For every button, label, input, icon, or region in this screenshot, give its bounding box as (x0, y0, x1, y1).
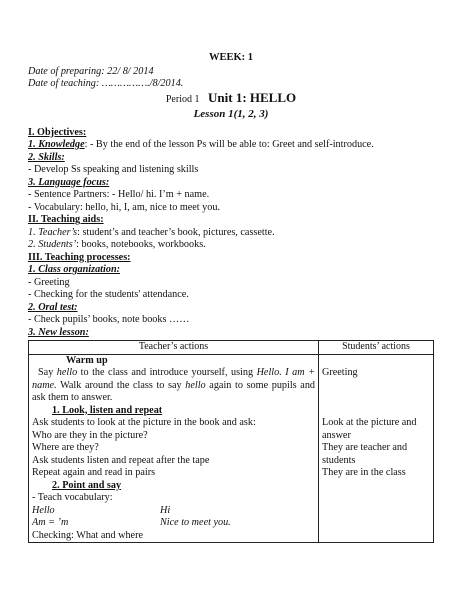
student-warmup: Greeting (322, 367, 358, 378)
skills-label: 2. Skills: (28, 151, 65, 163)
student-line: They are in the class (322, 467, 406, 478)
students-actions-header: Students’ actions (319, 341, 434, 355)
student-line: They are teacher and students (322, 442, 408, 466)
lesson-title: Lesson 1(1, 2, 3) (193, 108, 269, 120)
teacher-actions-cell (29, 354, 319, 543)
teacher-aids-text: : student’s and teacher’s book, pictures, cassette. (77, 226, 275, 238)
oral-test-text: - Check pupils’ books, note books …… (28, 314, 190, 325)
vocab-hi: Hi (160, 504, 171, 516)
warmup-title: Warm up (66, 354, 108, 366)
student-aids-text: : books, notebooks, workbooks. (76, 239, 206, 250)
warmup-hello-2: hello (185, 379, 206, 391)
warmup-formula: Hello. I am + name. (32, 367, 315, 391)
section2-checking: Checking: What and where (32, 529, 143, 541)
class-org-greeting: - Greeting (28, 276, 70, 288)
warmup-text-b: to the class and introduce yourself, using (77, 367, 257, 378)
section2-vocab-label: - Teach vocabulary: (32, 492, 113, 503)
date-of-teaching: Date of teaching: ……………./8/2014. (28, 78, 184, 89)
section1-line: Who are they in the picture? (32, 429, 148, 441)
teacher-aids (28, 227, 434, 240)
lesson-activities-table (28, 340, 434, 543)
section1-line: Repeat again and read in pairs (32, 467, 156, 478)
sentence-patterns: - Sentence Partners: - Hello/ hi. I’m + name. (28, 189, 210, 200)
vocab-hello: Hello (32, 504, 55, 516)
class-org-attendance: - Checking for the students' attendance. (28, 289, 189, 300)
knowledge-label: 1. Knowledge (28, 139, 85, 150)
teacher-aids-label: 1. Teacher’s (28, 226, 78, 238)
spacer (322, 355, 430, 368)
unit-title: Unit 1: HELLO (208, 89, 297, 105)
period-label: Period 1 (165, 93, 200, 105)
vocab-am: Am = ’m (32, 517, 69, 528)
student-line: Look at the picture and answer (322, 417, 417, 441)
oral-test-label: 2. Oral test: (28, 301, 78, 313)
spacer (322, 380, 430, 418)
vocab-nice: Nice to meet you. (160, 517, 231, 528)
warmup-hello: hello (56, 367, 78, 378)
section1-title: 1. Look, listen and repeat (52, 404, 163, 416)
knowledge-paragraph (28, 139, 434, 152)
table-row (29, 354, 434, 543)
teaching-processes-heading: III. Teaching processes: (28, 251, 131, 263)
teacher-actions-header: Teacher’s actions (29, 341, 319, 355)
unit-title-line (28, 89, 434, 107)
section1-line: Ask students to look at the picture in the book and ask: (32, 417, 256, 428)
week-heading: WEEK: 1 (208, 52, 254, 63)
vocabulary-line: - Vocabulary: hello, hi, I, am, nice to meet you. (28, 201, 221, 213)
table-header-row (29, 341, 434, 355)
new-lesson-label: 3. New lesson: (28, 326, 89, 338)
student-aids-label: 2. Students’ (28, 239, 77, 250)
knowledge-text: : - By the end of the lesson Ps will be able to: Greet and self-introduce. (84, 139, 374, 150)
section1-line: Where are they? (32, 442, 99, 453)
vocab-row-2 (32, 517, 315, 530)
section2-title: 2. Point and say (52, 479, 122, 491)
language-focus-label: 3. Language focus: (28, 176, 110, 188)
teaching-aids-heading: II. Teaching aids: (28, 214, 104, 225)
students-actions-cell (319, 354, 434, 543)
lesson-plan-page (28, 52, 434, 543)
student-aids (28, 239, 434, 252)
warmup-text-d: again to some pupils and ask them to answer. (32, 379, 316, 403)
vocab-row-1 (32, 505, 315, 518)
section1-line: Ask students listen and repeat after the tape (32, 454, 210, 466)
warmup-text-c: Walk around the class to say (56, 379, 186, 391)
warmup-text (32, 367, 315, 405)
date-of-preparing: Date of preparing: 22/ 8/ 2014 (28, 65, 154, 77)
objectives-heading: I. Objectives: (28, 126, 87, 138)
class-organization-label: 1. Class organization: (28, 264, 120, 275)
warmup-text-a: Say (38, 367, 57, 378)
skills-text: - Develop Ss speaking and listening skills (28, 164, 199, 175)
